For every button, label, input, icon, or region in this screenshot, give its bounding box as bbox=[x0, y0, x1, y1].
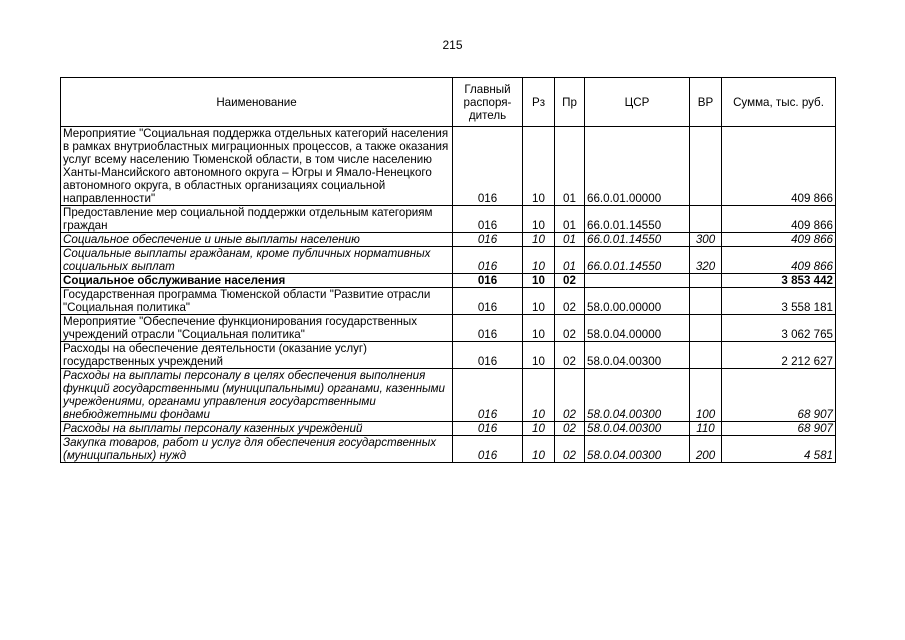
row-vr bbox=[690, 288, 722, 315]
header-pr: Пр bbox=[555, 78, 585, 127]
row-glav: 016 bbox=[453, 233, 523, 247]
row-csr: 66.0.01.14550 bbox=[585, 233, 690, 247]
row-rz: 10 bbox=[523, 436, 555, 463]
row-sum: 409 866 bbox=[722, 127, 836, 206]
row-pr: 02 bbox=[555, 288, 585, 315]
row-rz: 10 bbox=[523, 274, 555, 288]
row-glav: 016 bbox=[453, 315, 523, 342]
row-pr: 01 bbox=[555, 206, 585, 233]
row-vr bbox=[690, 342, 722, 369]
header-glavny: Главный распоря-дитель bbox=[453, 78, 523, 127]
row-vr: 110 bbox=[690, 422, 722, 436]
table-row bbox=[61, 206, 836, 233]
row-csr: 58.0.04.00300 bbox=[585, 436, 690, 463]
budget-table bbox=[60, 77, 836, 463]
row-rz: 10 bbox=[523, 369, 555, 422]
row-pr: 02 bbox=[555, 422, 585, 436]
table-row bbox=[61, 436, 836, 463]
header-vr: ВР bbox=[690, 78, 722, 127]
row-vr bbox=[690, 274, 722, 288]
row-rz: 10 bbox=[523, 422, 555, 436]
row-sum: 3 062 765 bbox=[722, 315, 836, 342]
row-csr: 66.0.01.14550 bbox=[585, 247, 690, 274]
row-name: Социальные выплаты гражданам, кроме публичных нормативных социальных выплат bbox=[61, 247, 453, 274]
row-sum: 409 866 bbox=[722, 233, 836, 247]
row-sum: 4 581 bbox=[722, 436, 836, 463]
row-rz: 10 bbox=[523, 315, 555, 342]
row-pr: 02 bbox=[555, 369, 585, 422]
row-rz: 10 bbox=[523, 342, 555, 369]
row-name: Социальное обслуживание населения bbox=[61, 274, 453, 288]
row-csr: 66.0.01.14550 bbox=[585, 206, 690, 233]
row-sum: 409 866 bbox=[722, 206, 836, 233]
page-number: 215 bbox=[442, 38, 463, 52]
table-row bbox=[61, 127, 836, 206]
row-glav: 016 bbox=[453, 206, 523, 233]
row-name: Закупка товаров, работ и услуг для обеспечения государственных (муниципальных) нужд bbox=[61, 436, 453, 463]
table-row bbox=[61, 315, 836, 342]
row-rz: 10 bbox=[523, 247, 555, 274]
row-glav: 016 bbox=[453, 436, 523, 463]
row-name: Расходы на выплаты персоналу казенных учреждений bbox=[61, 422, 453, 436]
table-body bbox=[61, 127, 836, 463]
row-pr: 01 bbox=[555, 127, 585, 206]
table-header-row bbox=[61, 78, 836, 127]
row-glav: 016 bbox=[453, 342, 523, 369]
header-csr: ЦСР bbox=[585, 78, 690, 127]
table-row bbox=[61, 342, 836, 369]
row-sum: 409 866 bbox=[722, 247, 836, 274]
table-row bbox=[61, 369, 836, 422]
row-csr: 58.0.00.00000 bbox=[585, 288, 690, 315]
row-pr: 01 bbox=[555, 247, 585, 274]
row-name: Государственная программа Тюменской области "Развитие отрасли "Социальная политика" bbox=[61, 288, 453, 315]
header-name: Наименование bbox=[61, 78, 453, 127]
row-pr: 02 bbox=[555, 342, 585, 369]
row-pr: 02 bbox=[555, 274, 585, 288]
header-summa: Сумма, тыс. руб. bbox=[722, 78, 836, 127]
row-vr: 300 bbox=[690, 233, 722, 247]
row-csr: 66.0.01.00000 bbox=[585, 127, 690, 206]
table-row bbox=[61, 422, 836, 436]
row-name: Мероприятие "Обеспечение функционирования государственных учреждений отрасли "Социальная политика" bbox=[61, 315, 453, 342]
row-rz: 10 bbox=[523, 288, 555, 315]
row-vr: 200 bbox=[690, 436, 722, 463]
row-glav: 016 bbox=[453, 127, 523, 206]
table-row bbox=[61, 247, 836, 274]
row-vr bbox=[690, 206, 722, 233]
row-name: Мероприятие "Социальная поддержка отдельных категорий населения в рамках внутриобластных миграционных процессов, а также оказания услуг всему населению Тюменской области, в том числе населению Ханты-Мансийского автономного округа – Югры и Ямало-Ненецкого автономного округа, в областных организациях социальной направленности" bbox=[61, 127, 453, 206]
row-name: Предоставление мер социальной поддержки отдельным категориям граждан bbox=[61, 206, 453, 233]
row-pr: 02 bbox=[555, 315, 585, 342]
row-glav: 016 bbox=[453, 274, 523, 288]
row-pr: 02 bbox=[555, 436, 585, 463]
row-name: Расходы на обеспечение деятельности (оказание услуг) государственных учреждений bbox=[61, 342, 453, 369]
table-row bbox=[61, 274, 836, 288]
row-sum: 68 907 bbox=[722, 369, 836, 422]
row-glav: 016 bbox=[453, 369, 523, 422]
row-rz: 10 bbox=[523, 206, 555, 233]
row-csr: 58.0.04.00300 bbox=[585, 342, 690, 369]
row-csr: 58.0.04.00000 bbox=[585, 315, 690, 342]
row-glav: 016 bbox=[453, 288, 523, 315]
row-name: Расходы на выплаты персоналу в целях обеспечения выполнения функций государственными (муниципальными) органами, казенными учреждениями, органами управления государственными внебюджетными фондами bbox=[61, 369, 453, 422]
row-glav: 016 bbox=[453, 422, 523, 436]
table-row bbox=[61, 233, 836, 247]
row-pr: 01 bbox=[555, 233, 585, 247]
row-sum: 2 212 627 bbox=[722, 342, 836, 369]
row-glav: 016 bbox=[453, 247, 523, 274]
row-vr: 320 bbox=[690, 247, 722, 274]
row-rz: 10 bbox=[523, 127, 555, 206]
row-sum: 3 558 181 bbox=[722, 288, 836, 315]
row-csr: 58.0.04.00300 bbox=[585, 422, 690, 436]
row-csr: 58.0.04.00300 bbox=[585, 369, 690, 422]
row-sum: 68 907 bbox=[722, 422, 836, 436]
row-vr bbox=[690, 127, 722, 206]
row-vr bbox=[690, 315, 722, 342]
row-csr bbox=[585, 274, 690, 288]
row-sum: 3 853 442 bbox=[722, 274, 836, 288]
header-rz: Рз bbox=[523, 78, 555, 127]
row-vr: 100 bbox=[690, 369, 722, 422]
row-name: Социальное обеспечение и иные выплаты населению bbox=[61, 233, 453, 247]
table-row bbox=[61, 288, 836, 315]
row-rz: 10 bbox=[523, 233, 555, 247]
